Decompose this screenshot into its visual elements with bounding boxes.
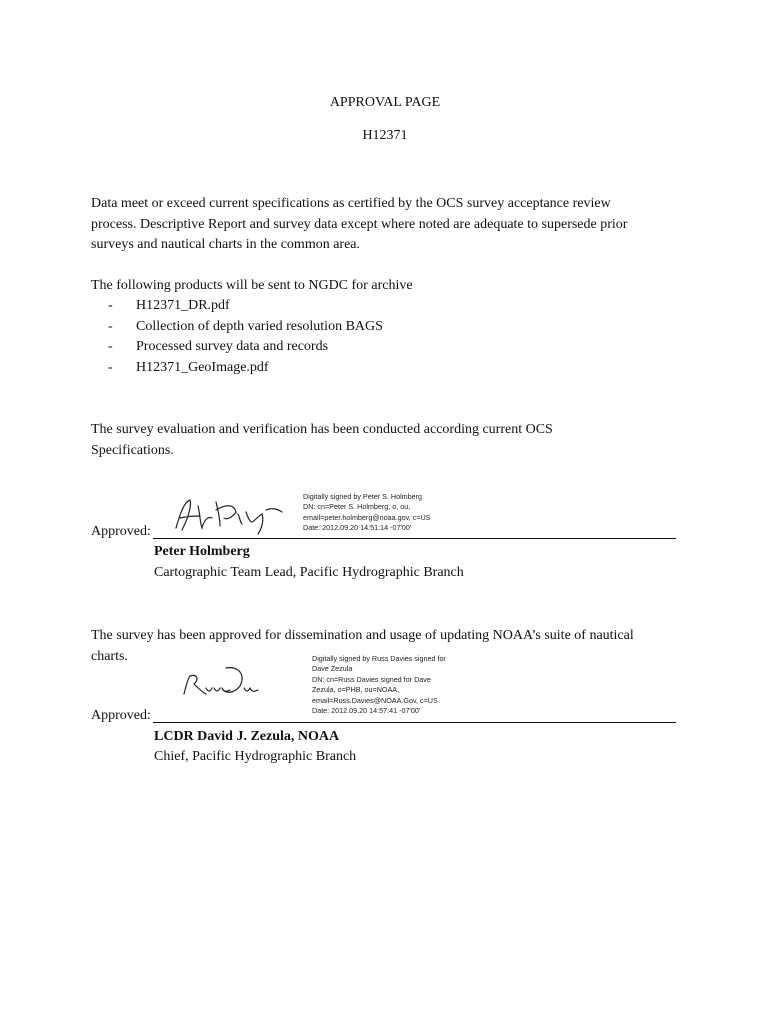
signer-name: Peter Holmberg	[154, 544, 250, 559]
handwritten-signature-holmberg	[170, 494, 288, 536]
list-item: - Collection of depth varied resolution BAGS	[108, 318, 383, 334]
signer-title: Cartographic Team Lead, Pacific Hydrographic Branch	[154, 565, 464, 580]
products-list	[108, 296, 383, 378]
product-name: H12371_DR.pdf	[136, 298, 230, 313]
evaluation-line: The survey evaluation and verification has been conducted according current OCS	[91, 422, 553, 437]
product-name: Processed survey data and records	[136, 339, 329, 354]
evaluation-line: Specifications.	[91, 442, 174, 458]
list-item: - H12371_DR.pdf	[108, 298, 230, 313]
intro-line: process. Descriptive Report and survey data except where noted are adequate to supersede prior	[91, 216, 628, 232]
digital-signature-davies: Digitally signed by Russ Davies signed for Dave Zezula DN: cn=Russ Davies signed for Dave Zezula, o=PHB, ou=NOAA, email=Russ.Davies@NOAA.Gov, c=US Date: 2012.09.20 14:57:41 -07'00'	[312, 654, 446, 716]
dissemination-line: charts.	[91, 648, 128, 664]
signature-line	[153, 722, 676, 723]
list-item: - Processed survey data and records	[108, 339, 329, 354]
signature-line	[153, 538, 676, 539]
approved-label: Approved:	[91, 524, 151, 539]
signer-name: LCDR David J. Zezula, NOAA	[154, 729, 340, 744]
dissemination-line: The survey has been approved for dissemination and usage of updating NOAA’s suite of nautical	[91, 628, 634, 643]
signer-title: Chief, Pacific Hydrographic Branch	[154, 749, 357, 764]
list-item: - H12371_GeoImage.pdf	[108, 359, 269, 375]
intro-paragraph	[91, 194, 691, 256]
product-name: H12371_GeoImage.pdf	[136, 359, 269, 375]
evaluation-paragraph	[91, 420, 691, 461]
page-title: APPROVAL PAGE	[329, 95, 441, 110]
product-name: Collection of depth varied resolution BAGS	[136, 318, 383, 334]
approved-label: Approved:	[91, 708, 151, 723]
intro-line: Data meet or exceed current specifications as certified by the OCS survey acceptance review	[91, 196, 611, 211]
survey-id: H12371	[362, 128, 408, 143]
intro-line: surveys and nautical charts in the common area.	[91, 237, 361, 252]
products-lead: The following products will be sent to NGDC for archive	[91, 278, 413, 293]
handwritten-signature-davies	[180, 664, 262, 702]
digital-signature-holmberg: Digitally signed by Peter S. Holmberg DN: cn=Peter S. Holmberg, o, ou, email=peter.holmberg@noaa.gov, c=US Date: 2012.09.20 14:51:14 -07'00'	[303, 492, 431, 533]
